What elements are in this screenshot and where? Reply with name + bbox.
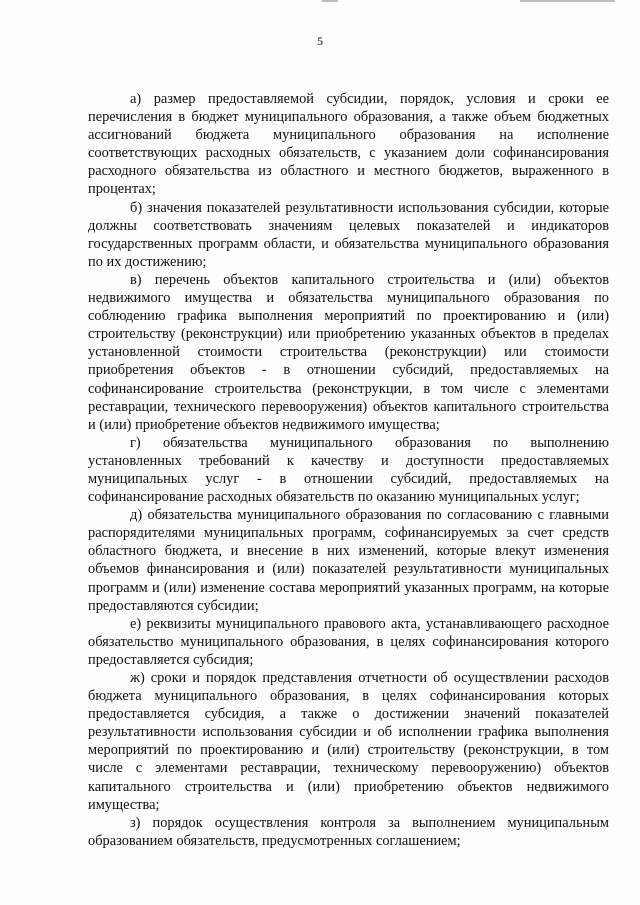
- paragraph-v: в) перечень объектов капитального строительства и (или) объектов недвижимого имущества и обязательства муниципального образования по соблюдению графика выполнения мероприятий по проектированию и (или) строительству (реконструкции) или приобретению указанных объектов в пределах установленной стоимости строительства (реконструкции) или стоимости приобретения объектов - в отношении субсидий, предоставляемых на софинансирование строительства (реконструкции, в том числе с элементами реставрации, технического перевооружения) объектов капитального строительства и (или) приобретение объектов недвижимого имущества;: [88, 271, 609, 433]
- paragraph-g: г) обязательства муниципального образования по выполнению установленных требований к качеству и доступности предоставляемых муниципальных услуг - в отношении субсидий, предоставляемых на софинансирование расходных обязательств по оказанию муниципальных услуг;: [88, 434, 609, 506]
- page-number: 5: [317, 34, 323, 48]
- scan-edge-mark: [322, 0, 338, 2]
- paragraph-a: а) размер предоставляемой субсидии, порядок, условия и сроки ее перечисления в бюджет муниципального образования, а также объем бюджетных ассигнований бюджета муниципального образования на исполнение соответствующих расходных обязательств, с указанием доли софинансирования расходного обязательства из областного и местного бюджетов, выраженного в процентах;: [88, 91, 609, 198]
- paragraph-e: е) реквизиты муниципального правового акта, устанавливающего расходное обязательство муниципального образования, в целях софинансирования которого предоставляется субсидия;: [88, 615, 609, 668]
- document-body: [88, 90, 609, 850]
- paragraph-b: б) значения показателей результативности использования субсидии, которые должны соответствовать значениям целевых показателей и индикаторов государственных программ области, и обязательства муниципального образования по их достижению;: [88, 199, 609, 270]
- scan-edge-mark: [520, 0, 615, 2]
- paragraph-z: з) порядок осуществления контроля за выполнением муниципальным образованием обязательств, предусмотренных соглашением;: [88, 814, 609, 849]
- paragraph-zh: ж) сроки и порядок представления отчетности об осуществлении расходов бюджета муниципального образования, в целях софинансирования которых предоставляется субсидия, а также о достижении значений показателей результативности использования субсидии и об исполнении графика выполнения мероприятий по проектированию и (или) строительству (реконструкции, в том числе с элементами реставрации, техническому перевооружению) объектов капитального строительства и (или) приобретению объектов недвижимого имущества;: [88, 670, 609, 813]
- paragraph-d: д) обязательства муниципального образования по согласованию с главными распорядителями муниципальных программ, софинансируемых за счет средств областного бюджета, и внесение в них изменений, которые влекут изменения объемов финансирования и (или) показателей результативности муниципальных программ и (или) изменение состава мероприятий указанных программ, на которые предоставляются субсидии;: [88, 507, 609, 614]
